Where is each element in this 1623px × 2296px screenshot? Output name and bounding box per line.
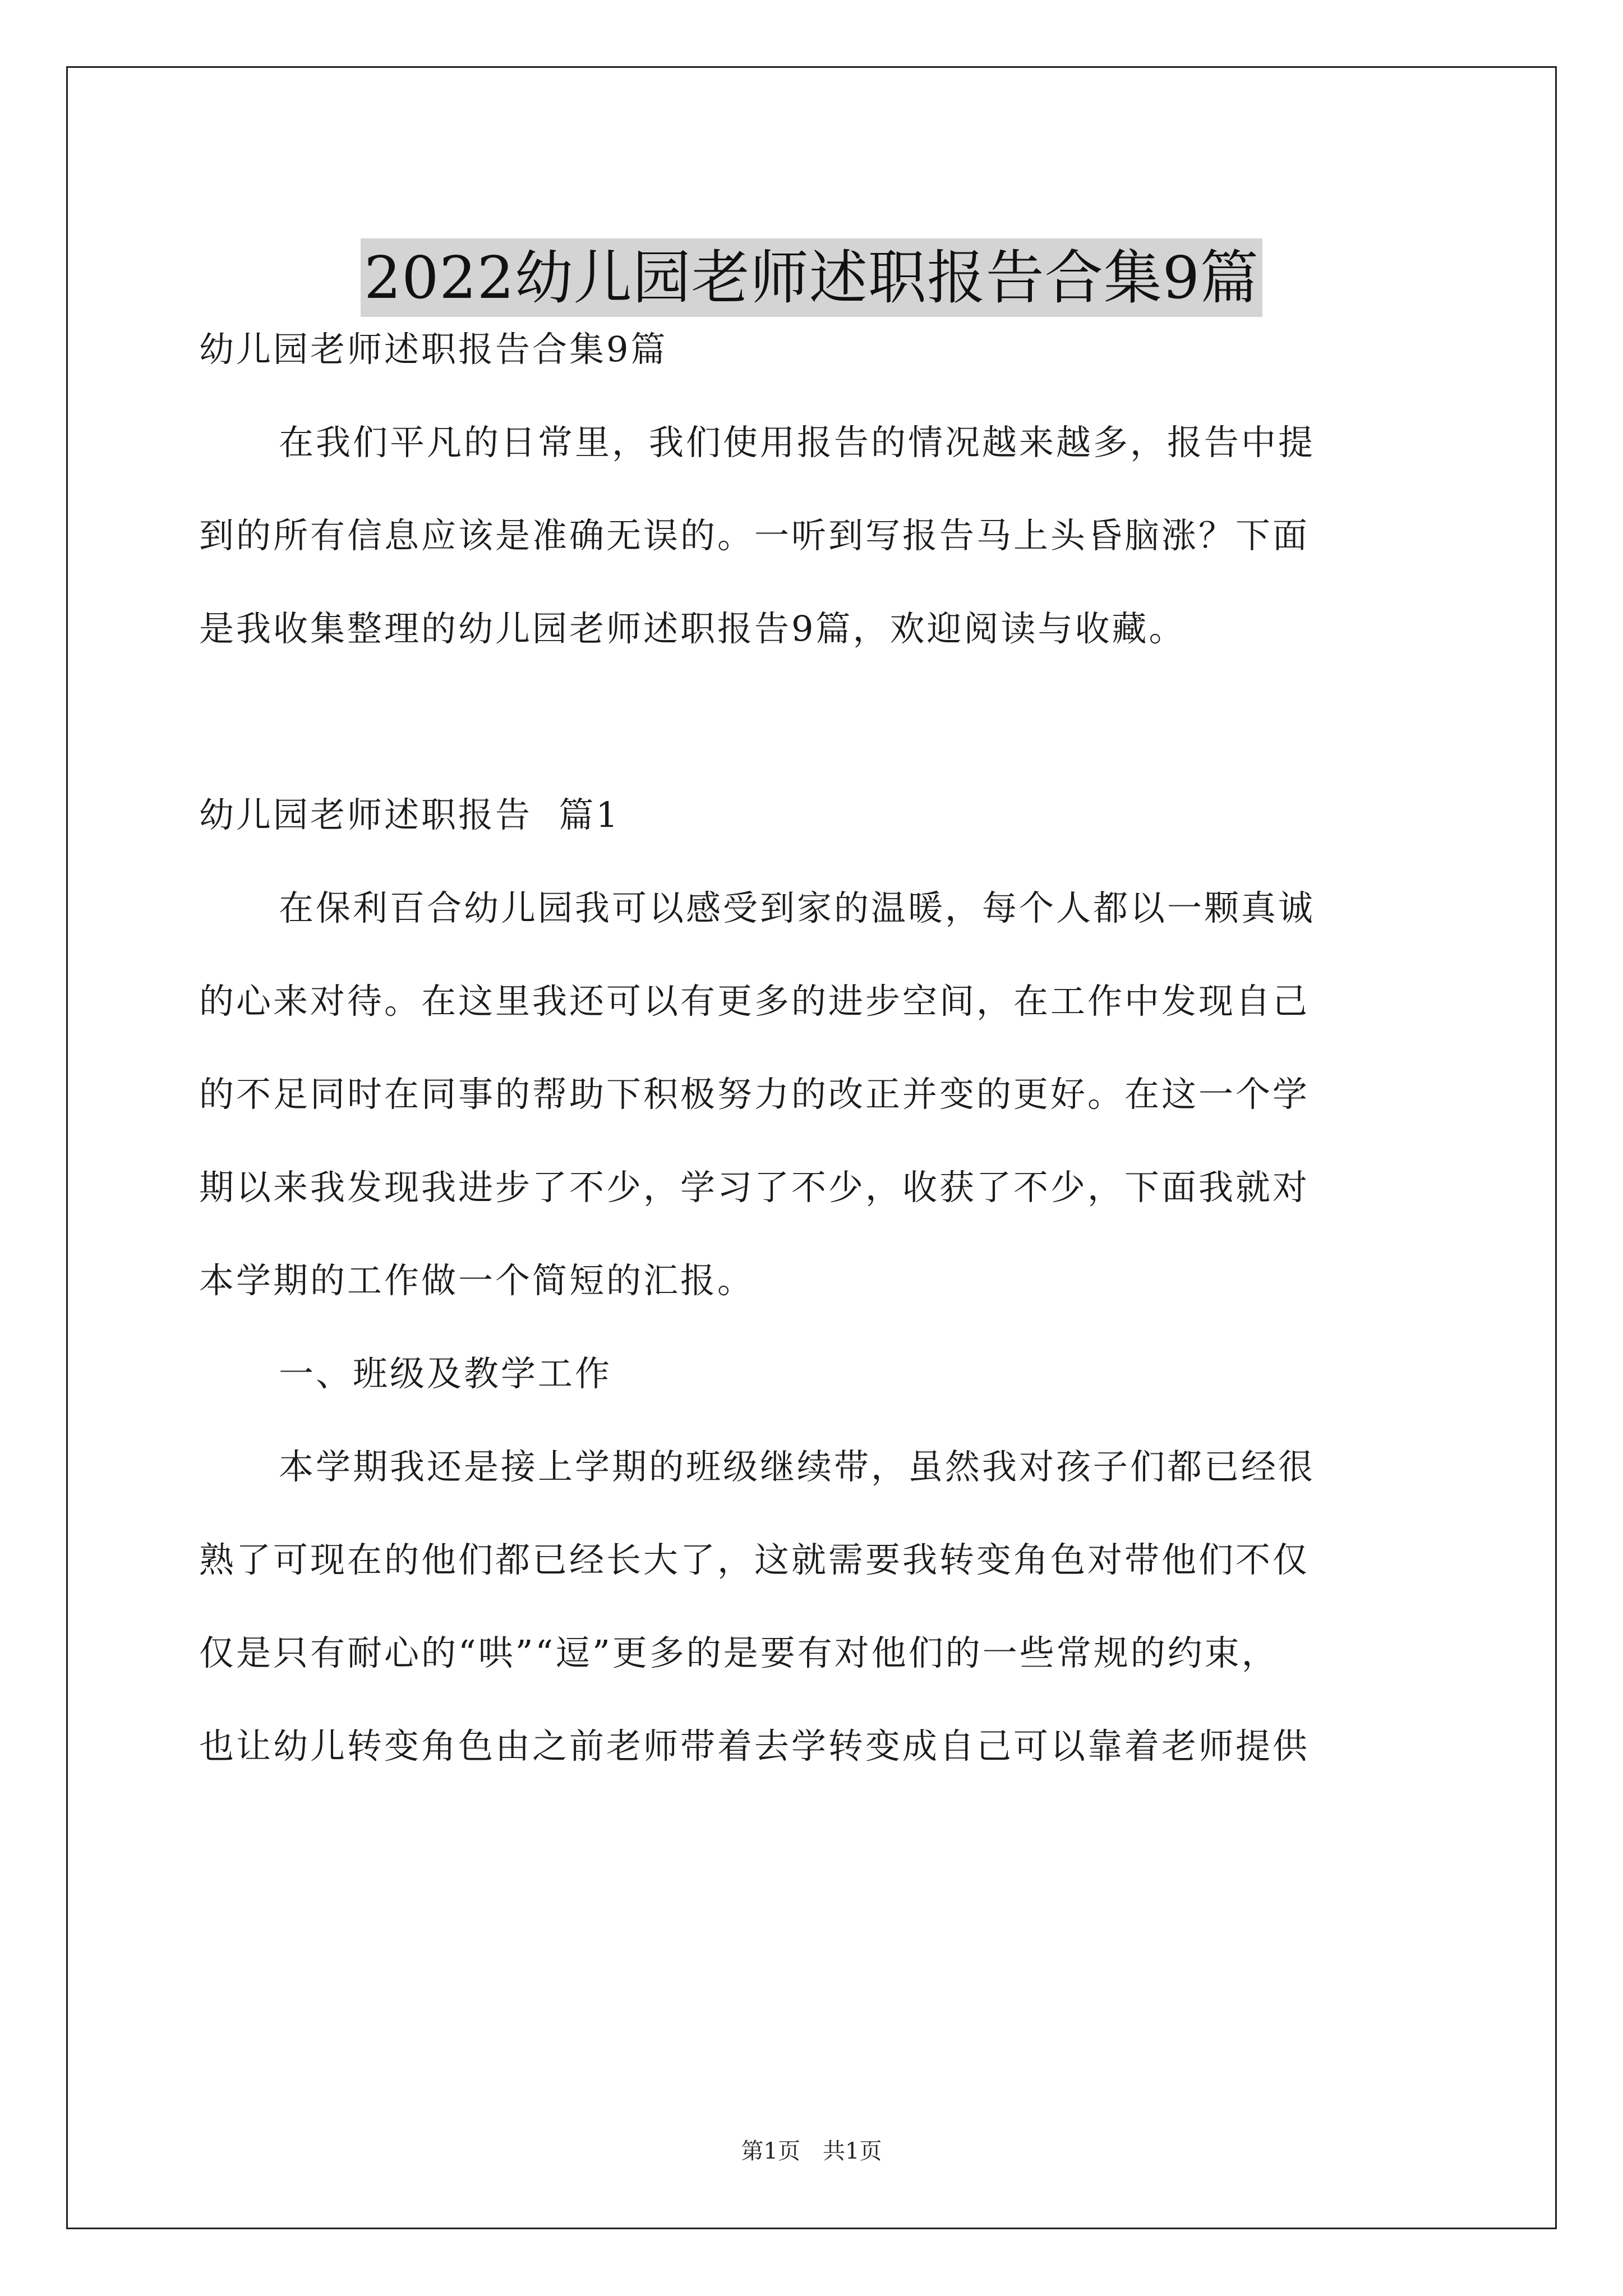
subheading: 一、班级及教学工作: [279, 1353, 612, 1394]
intro-line: 到的所有信息应该是准确无误的。一听到写报告马上头昏脑涨？下面: [199, 515, 1310, 556]
spacer: [199, 675, 1433, 769]
paragraph-line: 本学期我还是接上学期的班级继续带，虽然我对孩子们都已经很: [279, 1446, 1316, 1487]
intro-line: 在我们平凡的日常里，我们使用报告的情况越来越多，报告中提: [279, 422, 1316, 463]
document-subtitle: 幼儿园老师述职报告合集9篇: [199, 329, 668, 370]
paragraph-line: 仅是只有耐心的“哄”“逗”更多的是要有对他们的一些常规的约束，: [199, 1632, 1279, 1673]
paragraph-line: 的心来对待。在这里我还可以有更多的进步空间，在工作中发现自己: [199, 981, 1310, 1022]
paragraph-line: 在保利百合幼儿园我可以感受到家的温暖，每个人都以一颗真诚: [279, 887, 1316, 928]
intro-line: 是我收集整理的幼儿园老师述职报告9篇，欢迎阅读与收藏。: [199, 608, 1186, 649]
paragraph-line: 也让幼儿转变角色由之前老师带着去学转变成自己可以靠着老师提供: [199, 1726, 1310, 1766]
paragraph-line: 的不足同时在同事的帮助下积极努力的改正并变的更好。在这一个学: [199, 1074, 1310, 1115]
document-body: [199, 303, 1433, 1793]
page-total: 共1页: [823, 2138, 882, 2164]
paragraph-line: 熟了可现在的他们都已经长大了，这就需要我转变角色对带他们不仅: [199, 1539, 1310, 1580]
paragraph-line: 期以来我发现我进步了不少，学习了不少，收获了不少，下面我就对: [199, 1167, 1310, 1208]
page-footer: [0, 2137, 1623, 2165]
page-number: 第1页: [741, 2138, 800, 2164]
section-heading: 幼儿园老师述职报告 篇1: [199, 794, 620, 835]
document-title: 2022幼儿园老师述职报告合集9篇: [361, 238, 1262, 317]
paragraph-line: 本学期的工作做一个简短的汇报。: [199, 1260, 755, 1301]
